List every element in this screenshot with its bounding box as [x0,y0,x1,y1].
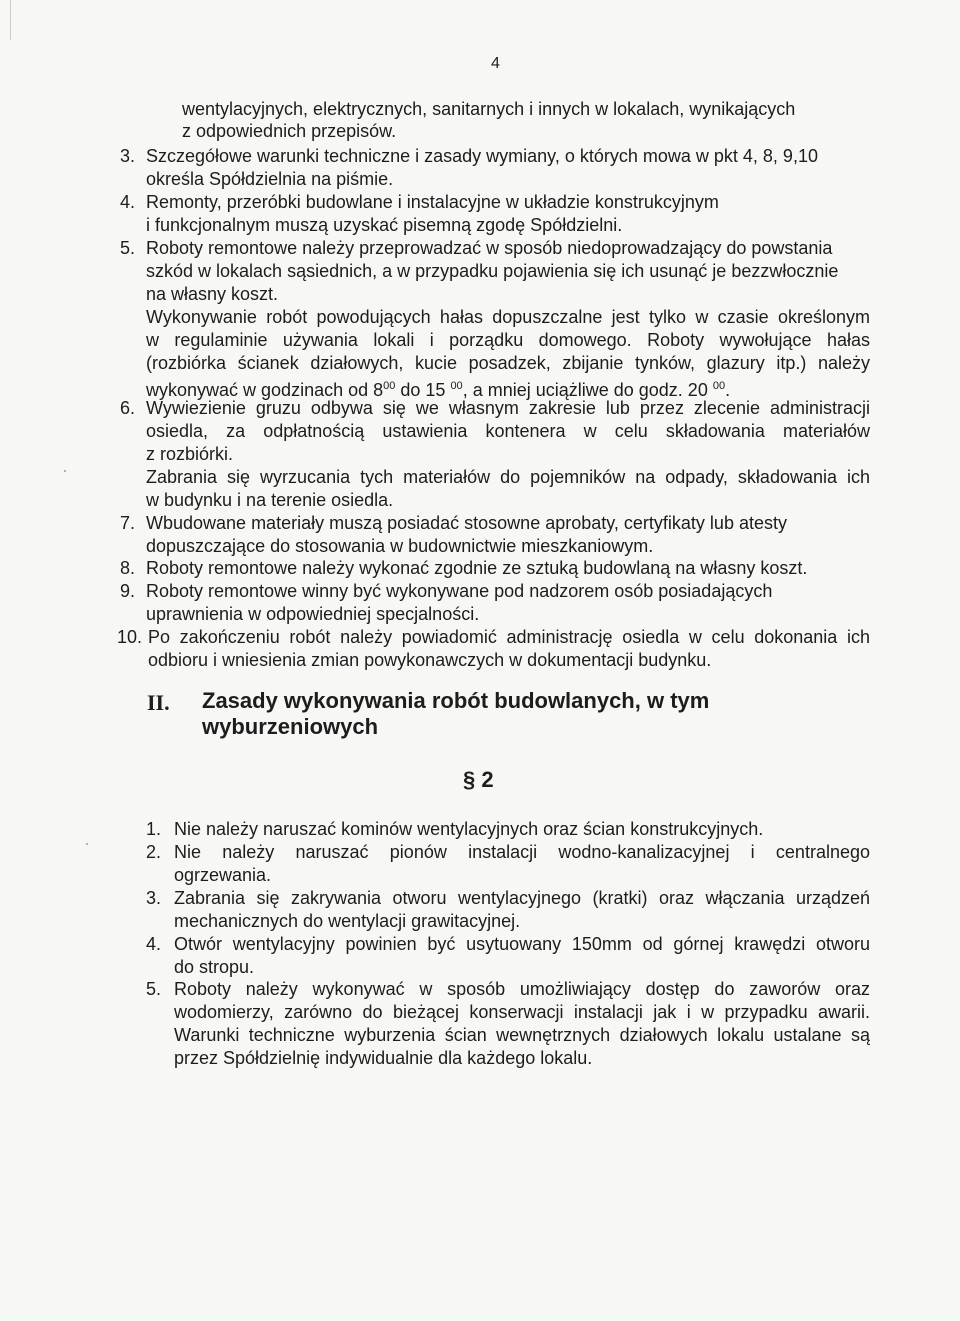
list-item-line: Nie należy naruszać kominów wentylacyjnych oraz ścian konstrukcyjnych. [174,819,764,839]
hours-text: wykonywać w godzinach od 8 [146,380,384,400]
hours-text: , a mniej uciążliwe do godz. 20 [462,380,713,400]
list-item-line: mechanicznych do wentylacji grawitacyjnej. [174,911,521,931]
list-number: 7. [120,513,136,533]
hours-superscript: 00 [712,380,726,392]
list-item-line: określa Spółdzielnia na piśmie. [146,169,394,189]
list-number: 5. [146,979,162,999]
text-line: wentylacyjnych, elektrycznych, sanitarnych i innych w lokalach, wynikających [182,99,796,119]
list-item-line: do stropu. [174,957,255,977]
section-title-line: Zasady wykonywania robót budowlanych, w tym [202,688,710,713]
list-item-line: dopuszczające do stosowania w budownictwie mieszkaniowym. [146,536,654,556]
list-item-line: na własny koszt. [146,284,279,304]
list-item-line: Wbudowane materiały muszą posiadać stosowne aprobaty, certyfikaty lub atesty [146,513,787,533]
list-item-line: Szczegółowe warunki techniczne i zasady wymiany, o których mowa w pkt 4, 8, 9,10 [146,146,818,166]
section-title-line: wyburzeniowych [202,714,379,739]
list-item-line: Nie należy naruszać pionów instalacji wodno-kanalizacyjnej i centralnego [174,842,870,862]
list-number: 10. [117,627,143,647]
list-number: 8. [120,558,136,578]
list-item-line: w budynku i na terenie osiedla. [146,490,394,510]
hours-text: do 15 [395,380,451,400]
list-item-line: uprawnienia w odpowiedniej specjalności. [146,604,480,624]
list-item-line: (rozbiórka ścianek działowych, kucie posadzek, zbijanie tynków, glazury itp.) należy [146,353,870,373]
list-item-line: z rozbiórki. [146,444,234,464]
list-item-line: wodomierzy, zarówno do bieżącej konserwacji instalacji jak i w przypadku awarii. [174,1002,870,1022]
section-number: II. [147,690,170,715]
list-item-line: Zabrania się zakrywania otworu wentylacyjnego (kratki) oraz włączania urządzeń [174,888,870,908]
list-item-line: w regulaminie używania lokali i porządku domowego. Roboty wywołujące hałas [146,330,870,350]
list-item-line: Wywiezienie gruzu odbywa się we własnym zakresie lub przez zlecenie administracji [146,398,870,418]
list-item-line: Wykonywanie robót powodujących hałas dopuszczalne jest tylko w czasie określonym [146,307,870,327]
list-item-line: i funkcjonalnym muszą uzyskać pisemną zgodę Spółdzielni. [146,215,623,235]
list-item-line: Roboty należy wykonywać w sposób umożliwiający dostęp do zaworów oraz [174,979,870,999]
list-item-line: odbioru i wniesienia zmian powykonawczych w dokumentacji budynku. [148,650,712,670]
list-number: 3. [120,146,136,166]
scan-edge-mark [10,0,11,40]
list-number: 3. [146,888,162,908]
list-item-line: Remonty, przeróbki budowlane i instalacyjne w układzie konstrukcyjnym [146,192,719,212]
scan-speck [64,470,66,472]
list-item-line: Warunki techniczne wyburzenia ścian wewnętrznych działowych lokalu ustalane są [174,1025,870,1045]
list-number: 4. [146,934,162,954]
scan-speck [86,843,88,845]
section-title [202,688,802,740]
text-line: z odpowiednich przepisów. [182,121,397,141]
list-item-line: Otwór wentylacyjny powinien być usytuowany 150mm od górnej krawędzi otworu [174,934,870,954]
list-number: 4. [120,192,136,212]
list-number: 2. [146,842,162,862]
page-number: 4 [491,55,500,72]
list-item-line: Zabrania się wyrzucania tych materiałów do pojemników na odpady, składowania ich [146,467,870,487]
list-item-line: szkód w lokalach sąsiednich, a w przypadku pojawienia się ich usunąć je bezzwłocznie [146,261,839,281]
list-item-line: Roboty remontowe należy wykonać zgodnie ze sztuką budowlaną na własny koszt. [146,558,808,578]
list-number: 9. [120,581,136,601]
list-number: 1. [146,819,162,839]
list-item-line: Po zakończeniu robót należy powiadomić administrację osiedla w celu dokonania ich [148,627,870,647]
hours-text: . [725,380,731,400]
hours-superscript: 00 [383,380,396,392]
list-number: 6. [120,398,136,418]
list-item-line: Roboty remontowe należy przeprowadzać w sposób niedoprowadzający do powstania [146,238,833,258]
list-item-line: osiedla, za odpłatnością ustawienia kontenera w celu składowania materiałów [146,421,870,441]
list-number: 5. [120,238,136,258]
list-item-line: przez Spółdzielnię indywidualnie dla każdego lokalu. [174,1048,593,1068]
list-item-line: Roboty remontowe winny być wykonywane pod nadzorem osób posiadających [146,581,773,601]
list-item-line: ogrzewania. [174,865,272,885]
paragraph-sign: § 2 [463,767,494,792]
hours-superscript: 00 [450,380,463,392]
